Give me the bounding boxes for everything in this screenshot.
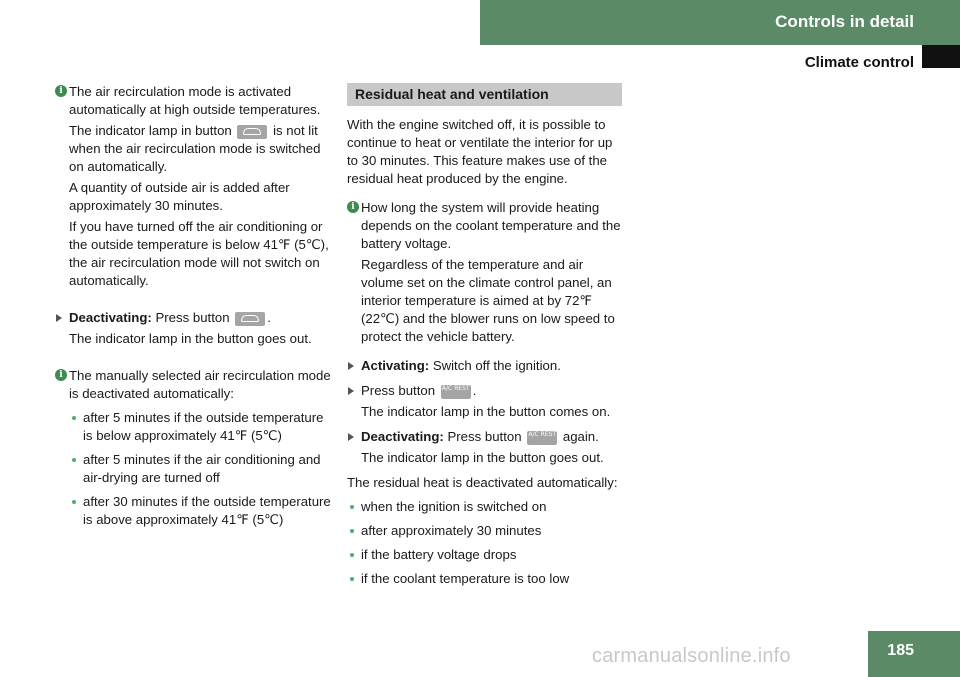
note-paragraph: If you have turned off the air conditioning or the outside temperature is below 41℉ (5℃), the air recirculation mode will not switch on automatically.: [69, 219, 329, 288]
list-item: if the coolant temperature is too low: [347, 570, 627, 588]
bullet-icon: [72, 458, 76, 462]
note-paragraph: The air recirculation mode is activated automatically at high outside temperatures.: [69, 84, 321, 117]
arrow-icon: [348, 362, 354, 370]
arrow-icon: [56, 314, 62, 322]
info-icon: i: [347, 201, 359, 213]
list-item: after 30 minutes if the outside temperature is above approximately 41℉ (5℃): [69, 493, 335, 529]
bullet-icon: [350, 577, 354, 581]
page-number-box: [868, 631, 960, 677]
note-paragraph: A quantity of outside air is added after approximately 30 minutes.: [69, 180, 290, 213]
note-paragraph: Regardless of the temperature and air volume set on the climate control panel, an interior temperature is aimed at by 72℉ (22℃) and the blower runs on low speed to protect the vehicle battery.: [361, 257, 615, 344]
deactivating-step: Deactivating: Press button A/C REST again.: [347, 428, 627, 446]
note-paragraph: The indicator lamp in button is not lit when the air recirculation mode is switched on automatically.: [69, 123, 321, 174]
step-result: The indicator lamp in the button goes out.: [69, 331, 312, 346]
bullet-icon: [72, 416, 76, 420]
bullet-icon: [72, 500, 76, 504]
auto-deactivation-intro: The residual heat is deactivated automatically:: [347, 475, 618, 490]
note-paragraph: How long the system will provide heating depends on the coolant temperature and the battery voltage.: [361, 200, 621, 251]
info-note-recirculation: [55, 83, 335, 290]
bullet-icon: [350, 529, 354, 533]
note-paragraph: The manually selected air recirculation mode is deactivated automatically:: [69, 368, 331, 401]
info-note-residual-heat: [347, 199, 627, 346]
list-item: when the ignition is switched on: [347, 498, 627, 516]
activating-step: Activating: Switch off the ignition.: [347, 357, 627, 375]
recirculation-button-icon: [237, 125, 267, 139]
section-heading: Residual heat and ventilation: [347, 83, 622, 106]
info-note-manual-recirculation: [55, 367, 335, 403]
intro-paragraph: With the engine switched off, it is possible to continue to heat or ventilate the interior for up to 30 minutes. This feature makes use of the residual heat produced by the engine.: [347, 117, 613, 186]
page-number: 185: [887, 642, 914, 659]
info-icon: i: [55, 369, 67, 381]
right-column: [347, 83, 627, 594]
arrow-icon: [348, 433, 354, 441]
step-result: The indicator lamp in the button comes on.: [361, 404, 611, 419]
chapter-title: Controls in detail: [775, 12, 914, 31]
ac-rest-button-icon: A/C REST: [441, 385, 471, 399]
list-item: after 5 minutes if the air conditioning and air-drying are turned off: [69, 451, 335, 487]
header-tab-marker: [922, 45, 960, 68]
press-button-step: Press button A/C REST .: [347, 382, 627, 400]
deactivating-step: Deactivating: Press button .: [55, 309, 335, 327]
list-item: after 5 minutes if the outside temperature is below approximately 41℉ (5℃): [69, 409, 335, 445]
info-icon: i: [55, 85, 67, 97]
bullet-icon: [350, 505, 354, 509]
ac-rest-button-icon: A/C REST: [527, 431, 557, 445]
watermark: carmanualsonline.info: [592, 645, 791, 667]
left-column: [55, 83, 335, 535]
list-item: if the battery voltage drops: [347, 546, 627, 564]
arrow-icon: [348, 387, 354, 395]
list-item: after approximately 30 minutes: [347, 522, 627, 540]
bullet-icon: [350, 553, 354, 557]
recirculation-button-icon: [235, 312, 265, 326]
section-title: Climate control: [804, 54, 914, 71]
step-result: The indicator lamp in the button goes out.: [361, 450, 604, 465]
